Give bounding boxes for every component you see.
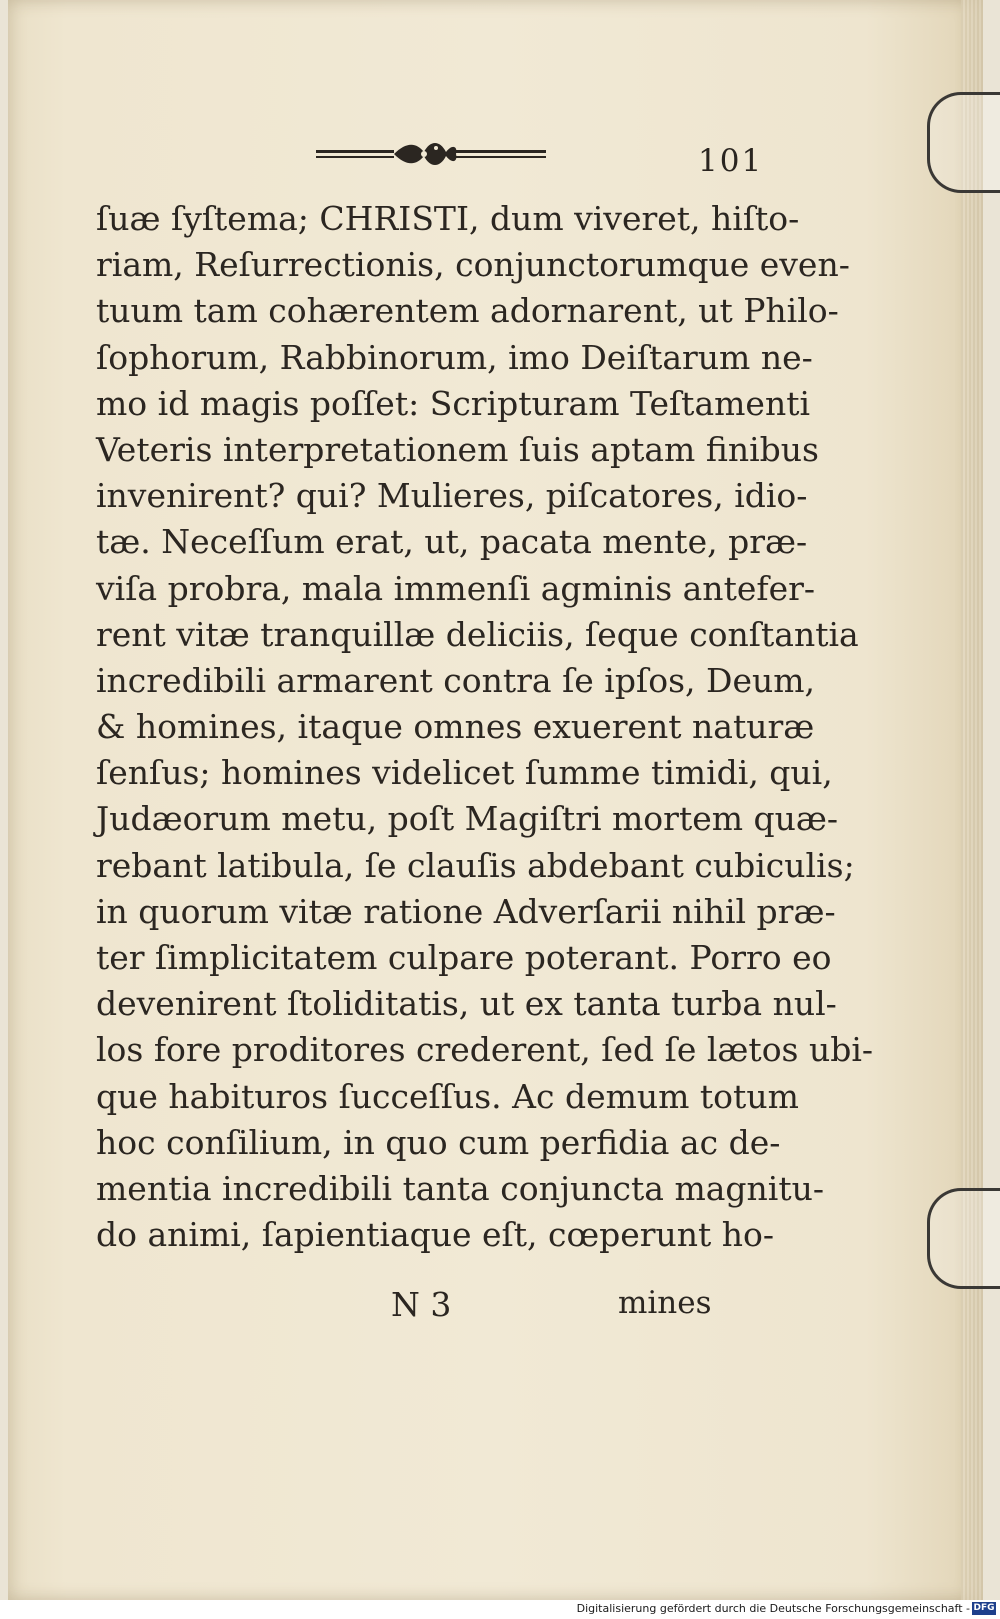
text-line: tuum tam cohærentem adornarent, ut Philo- [96,291,839,331]
dfg-logo-icon: DFG [973,1603,995,1613]
text-line: in quorum vitæ ratione Adverſarii nihil præ- [96,891,836,931]
text-line: ter ſimplicitatem culpare poterant. Porro eo [96,938,832,977]
catchword: mines [618,1285,712,1321]
text-line: que habituros ſucceſſus. Ac demum totum [96,1076,799,1116]
text-line: & homines, itaque omnes exuerent naturæ [96,707,815,747]
text-line: ſenſus; homines videlicet ſumme timidi, qui, [96,753,833,793]
text-line: Judæorum metu, poſt Magiſtri mortem quæ- [96,799,839,839]
ornament-icon [316,136,546,172]
funding-credit: Digitalisierung gefördert durch die Deutsche Forschungsgemeinschaft - [576,1602,970,1615]
text-line: mentia incredibili tanta conjuncta magnitu- [96,1168,825,1208]
page-clip-top [927,92,1000,193]
text-line: los fore proditores crederent, ſed ſe lætos ubi- [96,1030,874,1070]
footer-bar [0,1600,1000,1619]
text-line: ſophorum, Rabbinorum, imo Deiſtarum ne- [96,337,813,377]
text-line: hoc conſilium, in quo cum perfidia ac de- [96,1122,781,1162]
text-line: incredibili armarent contra ſe ipſos, Deum, [96,660,816,700]
text-line: devenirent ſtoliditatis, ut ex tanta turba nul- [96,984,837,1024]
text-line: invenirent? qui? Mulieres, piſcatores, idio- [96,476,808,516]
text-line: mo id magis poſſet: Scripturam Teſtamenti [96,383,811,423]
body-text [96,196,874,1258]
text-line: viſa probra, mala immenſi agminis antefer- [96,568,816,608]
page-clip-bottom [927,1188,1000,1289]
text-line: do animi, ſapientiaque eſt, cœperunt ho- [96,1215,775,1255]
text-line: Veteris interpretationem ſuis aptam finibus [96,429,819,469]
page-edges [961,0,983,1600]
text-line: rent vitæ tranquillæ deliciis, ſeque conſtantia [96,614,859,654]
book-page [8,0,983,1600]
text-line: riam, Reſurrectionis, conjunctorumque even- [96,245,850,285]
text-line: rebant latibula, ſe clauſis abdebant cubiculis; [96,845,855,885]
signature-mark: N 3 [391,1285,452,1324]
page-number: 101 [698,143,764,179]
text-line: tæ. Neceſſum erat, ut, pacata mente, præ- [96,522,808,562]
text-line: ſuæ ſyſtema; CHRISTI, dum viveret, hiſto- [96,199,800,238]
